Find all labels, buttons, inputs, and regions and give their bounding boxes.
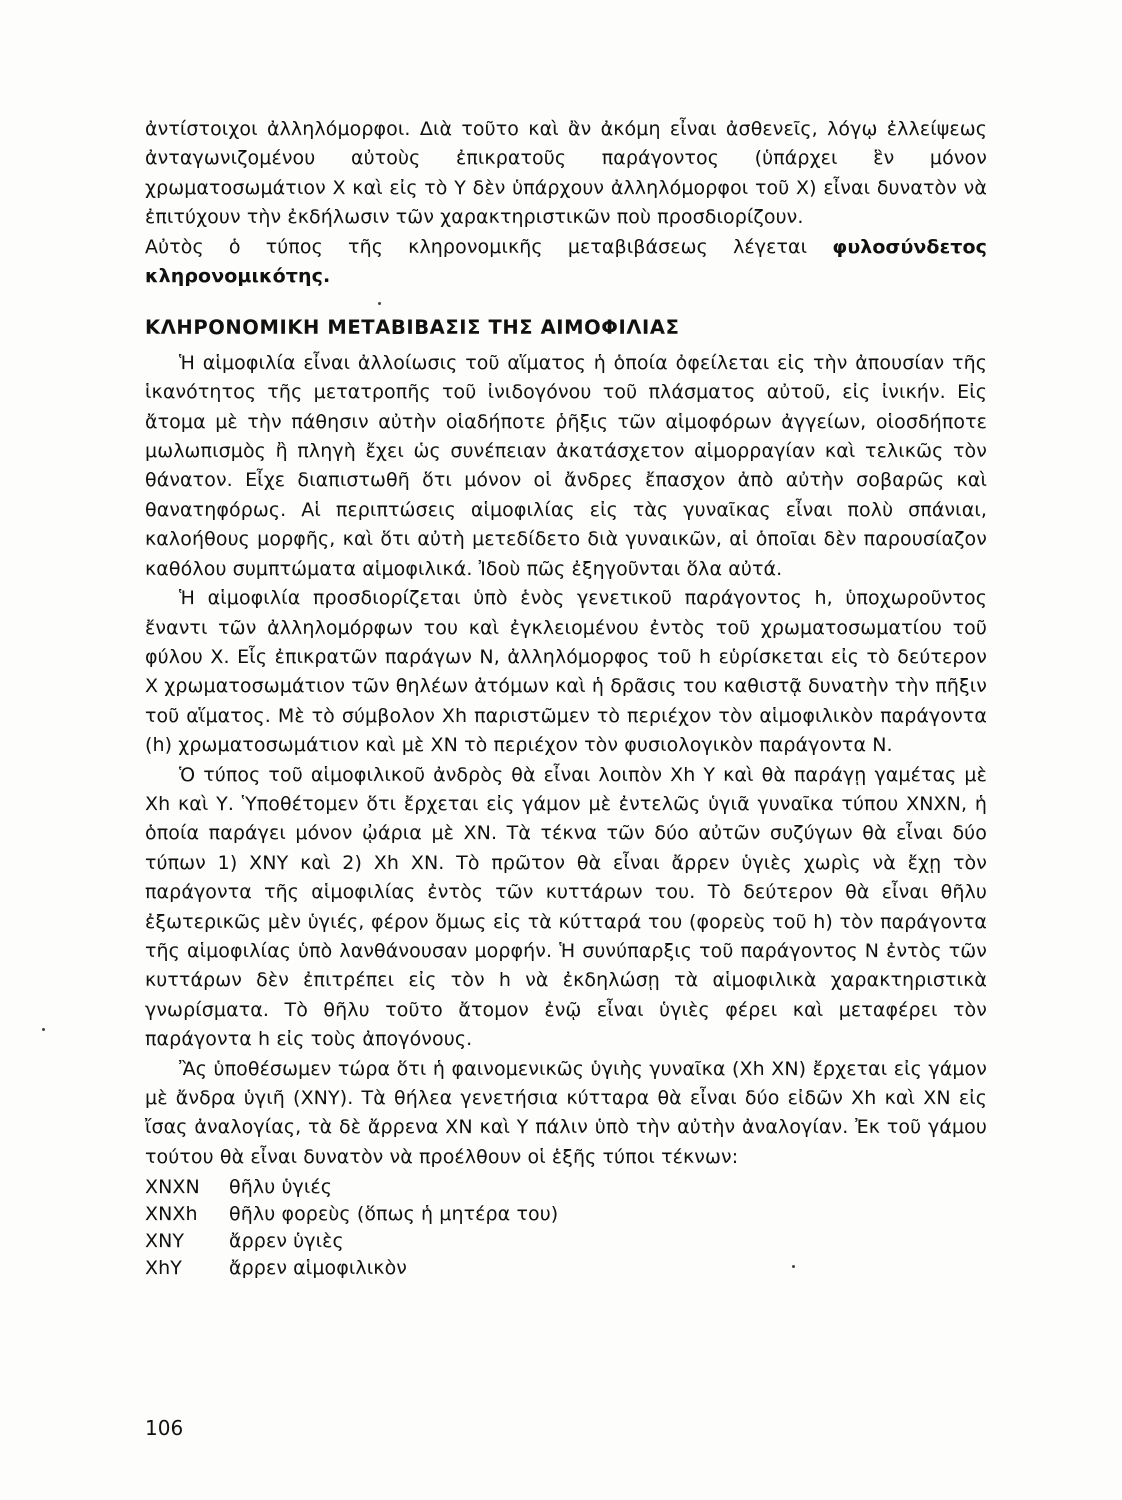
paragraph-hemophilia-definition: Ἡ αἱμοφιλία εἶναι ἀλλοίωσις τοῦ αἵματος ἡ ὁποία ὀφείλεται εἰς τὴν ἀπουσίαν τῆς ἱκανότητος τῆς μετατροπῆς τοῦ ἰνιδογόνου τοῦ πλάσματος αὐτοῦ, εἰς ἰνικήν. Εἰς ἄτομα μὲ τὴν πάθησιν αὐτὴν οἱαδήποτε ῥῆξις τῶν αἱμοφόρων ἀγγείων, οἱοσδήποτε μωλωπισμὸς ἢ πληγὴ ἔχει ὡς συνέπειαν ἀκατάσχετον αἱμορραγίαν καὶ τελικῶς τὸν θάνατον. Εἶχε διαπιστωθῆ ὅτι μόνον οἱ ἄνδρες ἔπασχον ἀπὸ αὐτὴν σοβαρῶς καὶ θανατηφόρως. Αἱ περιπτώσεις αἱμοφιλίας εἰς τὰς γυναῖκας εἶναι πολὺ σπάνιαι, καλοήθους μορφῆς, καὶ ὅτι αὐτὴ μετεδίδετο διὰ γυναικῶν, αἱ ὁποῖαι δὲν παρουσίαζον καθόλου συμπτώματα αἱμοφιλικά. Ἰδοὺ πῶς ἐξηγοῦνται ὅλα αὐτά. <box>145 351 987 580</box>
genotype-code: ΧΝΧΝ <box>145 1176 200 1199</box>
offspring-types-list <box>145 1174 987 1282</box>
genotype-description: ἄρρεν ὑγιὲς <box>229 1230 344 1253</box>
scan-speck <box>42 1028 45 1031</box>
definition-lead: Αὐτὸς ὁ τύπος τῆς κληρονομικῆς μεταβιβάσεως λέγεται <box>145 235 833 258</box>
offspring-type-row <box>145 1255 987 1282</box>
page-number: 106 <box>145 1416 184 1440</box>
genotype-description: θῆλυ φορεὺς (ὅπως ἡ μητέρα του) <box>229 1203 559 1226</box>
scan-speck <box>378 302 381 305</box>
paragraph-genetic-factor: Ἡ αἱμοφιλία προσδιορίζεται ὑπὸ ἑνὸς γενετικοῦ παράγοντος h, ὑποχωροῦντος ἔναντι τῶν ἀλληλομόρφων του καὶ ἐγκλειομένου ἐντὸς τοῦ χρωματοσωματίου τοῦ φύλου Χ. Εἷς ἐπικρατῶν παράγων Ν, ἀλληλόμορφος τοῦ h εὑρίσκεται εἰς τὸ δεύτερον Χ χρωματοσωμάτιον τῶν θηλέων ἀτόμων καὶ ἡ δρᾶσις του καθιστᾷ δυνατὴν τὴν πῆξιν τοῦ αἵματος. Μὲ τὸ σύμβολον Χh παριστῶμεν τὸ περιέχον τὸν αἱμοφιλικὸν παράγοντα (h) χρωματοσωμάτιον καὶ μὲ ΧΝ τὸ περιέχον τὸν φυσιολογικὸν παράγοντα Ν. <box>145 587 987 757</box>
definition-term: φυλοσύνδετος κληρονομικότης. <box>145 235 987 288</box>
offspring-type-row <box>145 1201 987 1228</box>
genotype-code: ΧΝΧh <box>145 1203 198 1226</box>
genotype-code: ΧhΥ <box>145 1257 182 1280</box>
genotype-code: ΧΝΥ <box>145 1230 185 1253</box>
paragraph-definition <box>145 233 987 292</box>
paragraph-intro: ἀντίστοιχοι ἀλληλόμορφοι. Διὰ τοῦτο καὶ ἂν ἀκόμη εἶναι ἀσθενεῖς, λόγῳ ἐλλείψεως ἀνταγωνιζομένου αὐτοὺς ἐπικρατοῦς παράγοντος (ὑπάρχει ἓν μόνον χρωματοσωμάτιον Χ καὶ εἰς τὸ Υ δὲν ὑπάρχουν ἀλληλόμορφοι τοῦ Χ) εἶναι δυνατὸν νὰ ἐπιτύχουν τὴν ἐκδήλωσιν τῶν χαρακτηριστικῶν ποὺ προσδιορίζουν. <box>145 118 987 229</box>
scan-speck <box>792 1265 795 1268</box>
offspring-type-row <box>145 1174 987 1201</box>
genotype-description: ἄρρεν αἱμοφιλικὸν <box>229 1257 408 1280</box>
offspring-type-row <box>145 1228 987 1255</box>
page-text <box>145 115 987 1282</box>
paragraph-carrier-female: Ἂς ὑποθέσωμεν τώρα ὅτι ἡ φαινομενικῶς ὑγιὴς γυναῖκα (Χh ΧΝ) ἔρχεται εἰς γάμον μὲ ἄνδρα ὑγιῆ (ΧΝΥ). Τὰ θήλεα γενετήσια κύτταρα θὰ εἶναι δύο εἰδῶν Χh καὶ ΧΝ εἰς ἴσας ἀναλογίας, τὰ δὲ ἄρρενα ΧΝ καὶ Υ πάλιν ὑπὸ τὴν αὐτὴν ἀναλογίαν. Ἐκ τοῦ γάμου τούτου θὰ εἶναι δυνατὸν νὰ προέλθουν οἱ ἑξῆς τύποι τέκνων: <box>145 1057 987 1168</box>
paragraph-hemophilic-male: Ὁ τύπος τοῦ αἱμοφιλικοῦ ἀνδρὸς θὰ εἶναι λοιπὸν Χh Υ καὶ θὰ παράγῃ γαμέτας μὲ Χh καὶ Υ. Ὑποθέτομεν ὅτι ἔρχεται εἰς γάμον μὲ ἐντελῶς ὑγιᾶ γυναῖκα τύπου ΧΝΧΝ, ἡ ὁποία παράγει μόνον ᾠάρια μὲ ΧΝ. Τὰ τέκνα τῶν δύο αὐτῶν συζύγων θὰ εἶναι δύο τύπων 1) ΧΝΥ καὶ 2) Χh ΧΝ. Τὸ πρῶτον θὰ εἶναι ἄρρεν ὑγιὲς χωρὶς νὰ ἔχῃ τὸν παράγοντα τῆς αἱμοφιλίας ἐντὸς τῶν κυττάρων του. Τὸ δεύτερον θὰ εἶναι θῆλυ ἐξωτερικῶς μὲν ὑγιές, φέρον ὅμως εἰς τὰ κύτταρά του (φορεὺς τοῦ h) τὸν παράγοντα τῆς αἱμοφιλίας ὑπὸ λανθάνουσαν μορφήν. Ἡ συνύπαρξις τοῦ παράγοντος Ν ἐντὸς τῶν κυττάρων δὲν ἐπιτρέπει εἰς τὸν h νὰ ἐκδηλώσῃ τὰ αἱμοφιλικὰ χαρακτηριστικὰ γνωρίσματα. Τὸ θῆλυ τοῦτο ἄτομον ἐνῷ εἶναι ὑγιὲς φέρει καὶ μεταφέρει τὸν παράγοντα h εἰς τοὺς ἀπογόνους. <box>145 763 987 1051</box>
genotype-description: θῆλυ ὑγιές <box>229 1176 333 1199</box>
section-heading: ΚΛΗΡΟΝΟΜΙΚΗ ΜΕΤΑΒΙΒΑΣΙΣ ΤΗΣ ΑΙΜΟΦΙΛΙΑΣ <box>145 316 680 340</box>
